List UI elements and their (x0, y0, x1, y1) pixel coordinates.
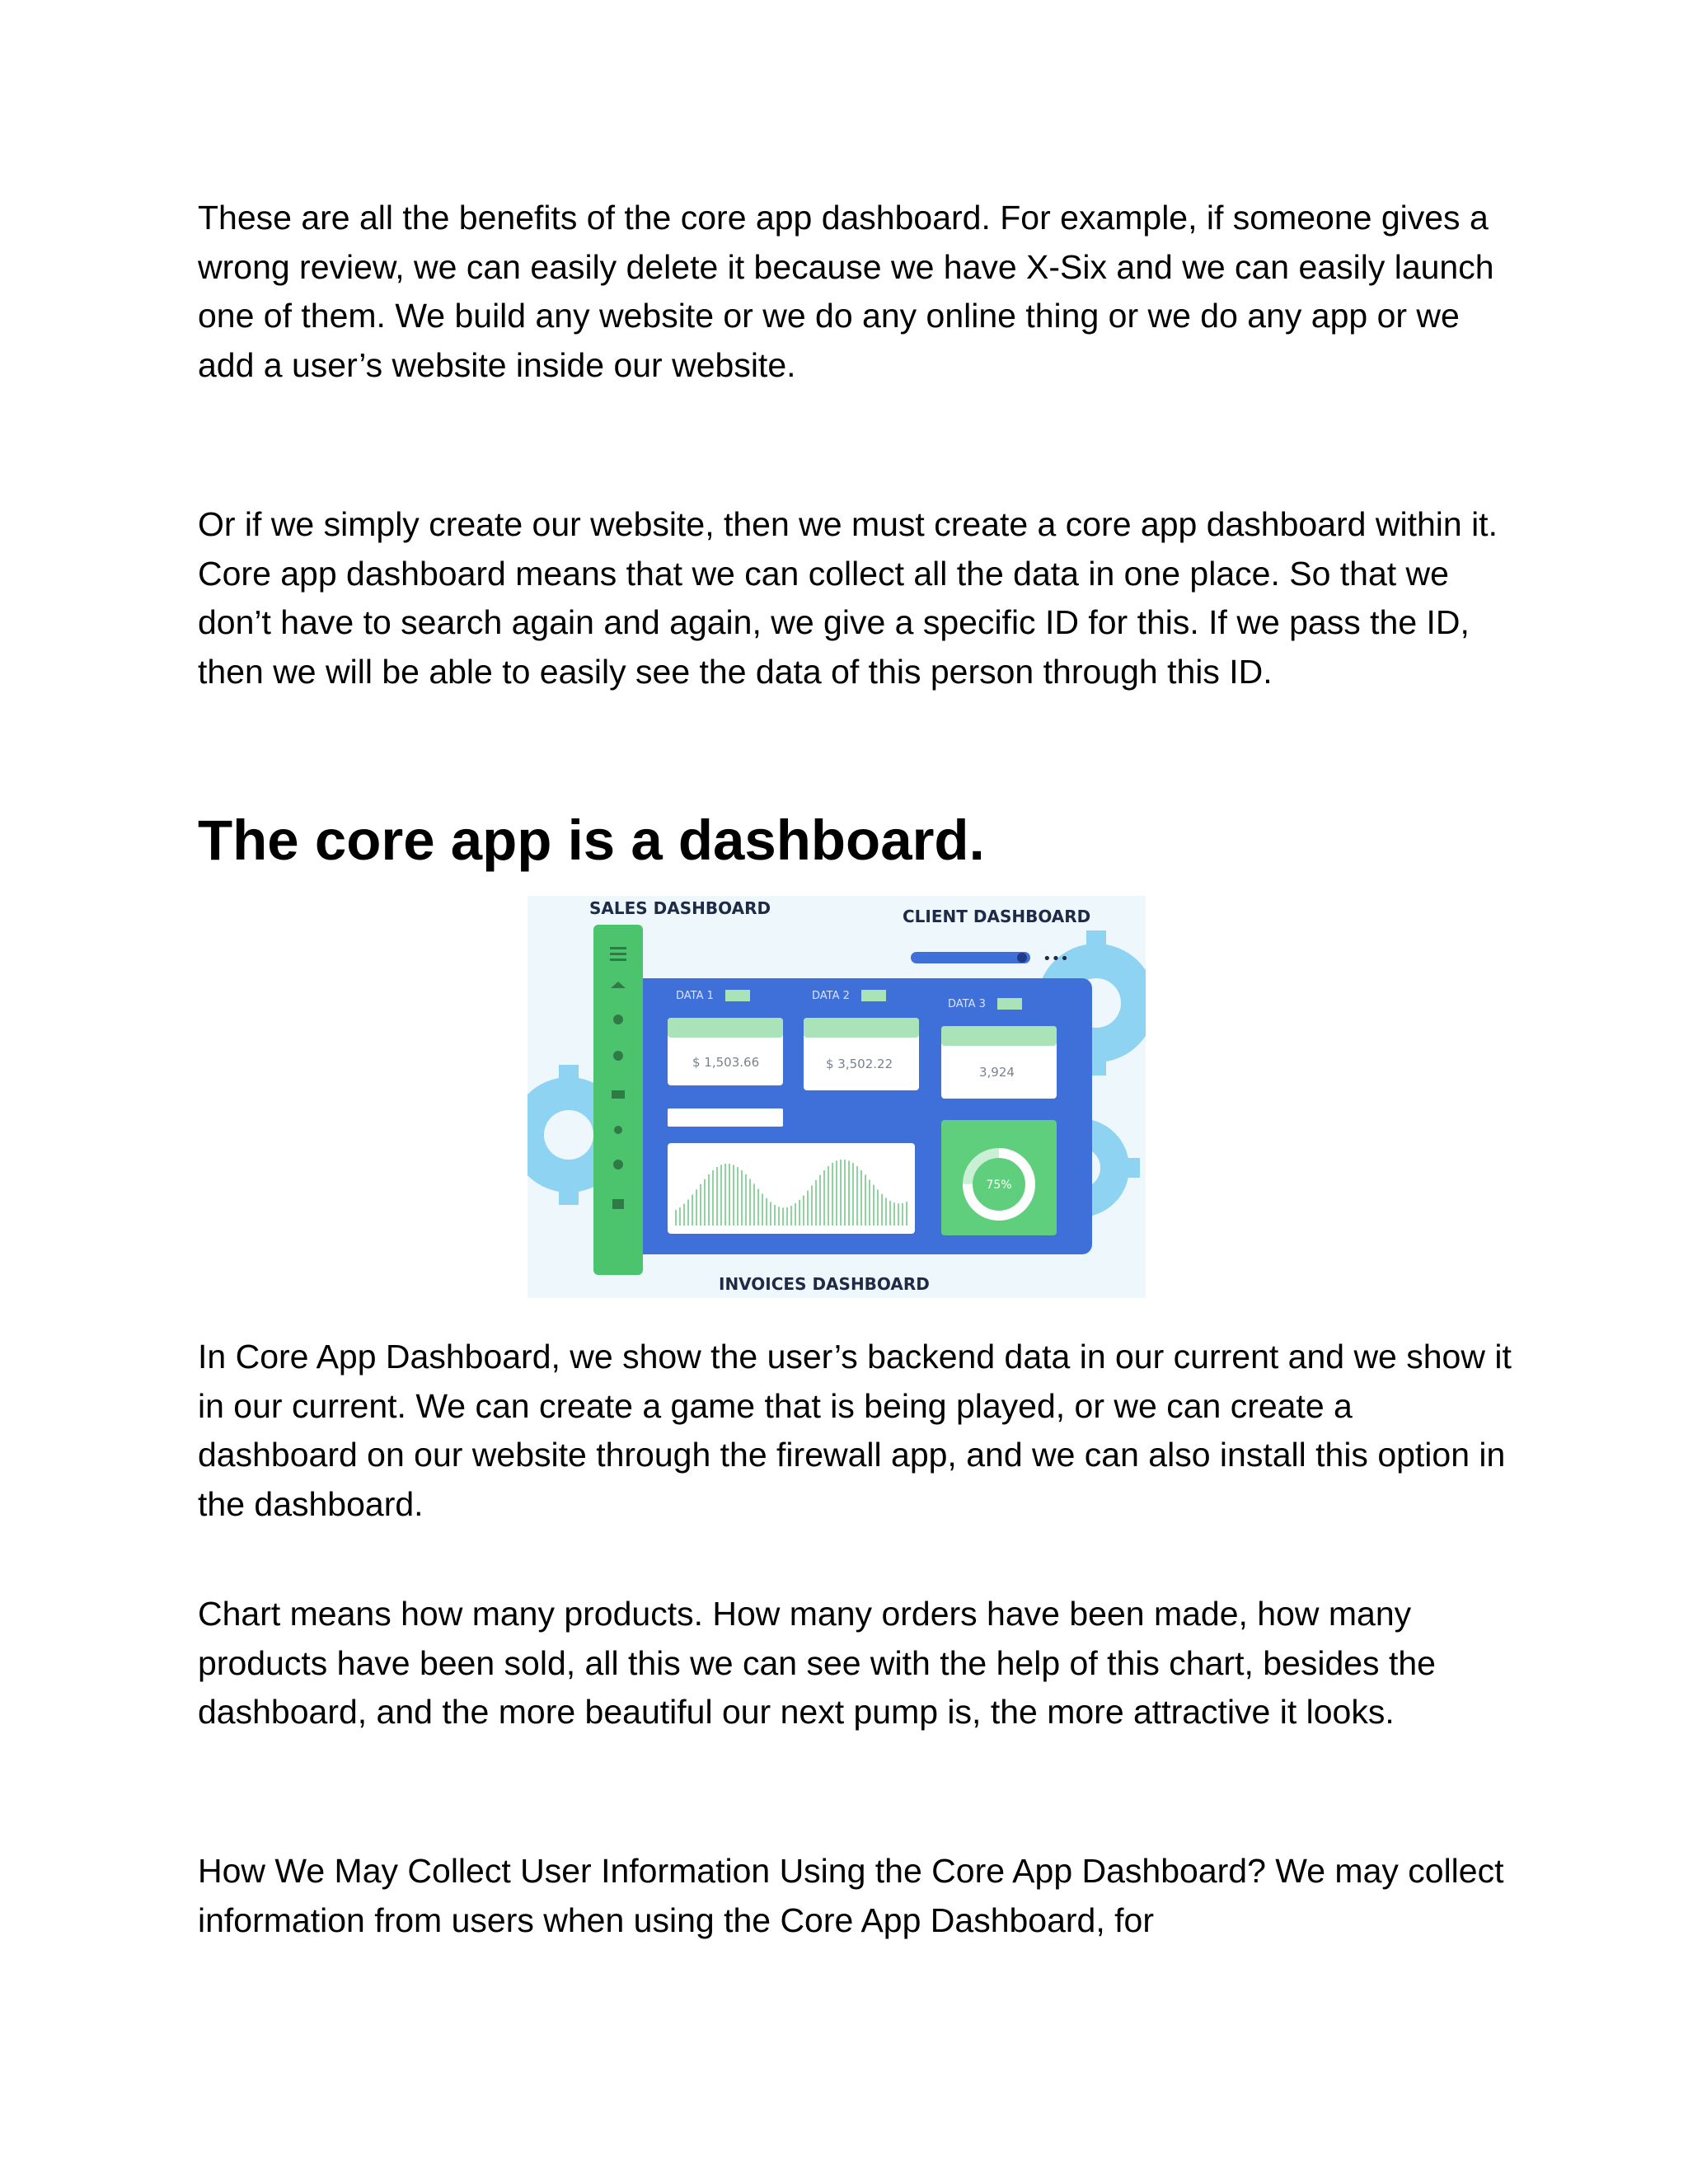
mail-icon[interactable] (612, 1090, 625, 1099)
user-icon[interactable] (613, 1015, 623, 1024)
menu-icon[interactable] (610, 947, 626, 949)
data-card-value: 3,924 (979, 1065, 1015, 1080)
sidebar (593, 925, 643, 1275)
data-card-value: $ 1,503.66 (692, 1055, 760, 1070)
gear-small-icon[interactable] (613, 1160, 623, 1169)
sales-dashboard-label: SALES DASHBOARD (589, 898, 771, 918)
donut-label: 75% (986, 1179, 1012, 1192)
settings-icon[interactable] (614, 1126, 622, 1134)
section-heading: The core app is a dashboard. (198, 808, 985, 872)
data-card-label: DATA 1 (676, 990, 714, 1002)
search-bar[interactable] (911, 952, 1030, 963)
data-card-label: DATA 2 (812, 990, 850, 1002)
paragraph-create-website: Or if we simply create our website, then we must create a core app dashboard within it. Core app dashboard means that we can collect all the data in one place. So that we don’t have to search again and again, we give a specific ID for this. If we pass the ID, then we will be able to easily see the data of this person through this ID. (198, 505, 1498, 691)
paragraph-collect-info: How We May Collect User Information Using the Core App Dashboard? We may collect information from users when using the Core App Dashboard, for (198, 1852, 1504, 1939)
paragraph-chart-meaning: Chart means how many products. How many orders have been made, how many products have been sold, all this we can see with the help of this chart, besides the dashboard, and the more beautiful our next pump is, the more attractive it looks. (198, 1595, 1436, 1731)
data-card-value: $ 3,502.22 (826, 1057, 893, 1071)
search-icon (1017, 953, 1027, 963)
location-icon[interactable] (613, 1051, 623, 1061)
more-icon[interactable]: ••• (1043, 950, 1069, 968)
data-card-label: DATA 3 (948, 998, 986, 1010)
invoices-dashboard-label: INVOICES DASHBOARD (719, 1274, 930, 1294)
paragraph-backend-data: In Core App Dashboard, we show the user’s backend data in our current and we show it in our current. We can create a game that is being played, or we can create a dashboard on our website through the firewall app, and we can also install this option in the dashboard. (198, 1338, 1512, 1523)
placeholder-bar (668, 1108, 783, 1127)
lock-icon[interactable] (612, 1199, 624, 1209)
paragraph-benefits: These are all the benefits of the core app dashboard. For example, if someone gives a wrong review, we can easily delete it because we have X-Six and we can easily launch one of them. We build any website or we do any online thing or we do any app or we add a user’s website inside our website. (198, 199, 1494, 384)
dashboard-illustration (528, 896, 1146, 1298)
client-dashboard-label: CLIENT DASHBOARD (903, 907, 1091, 926)
